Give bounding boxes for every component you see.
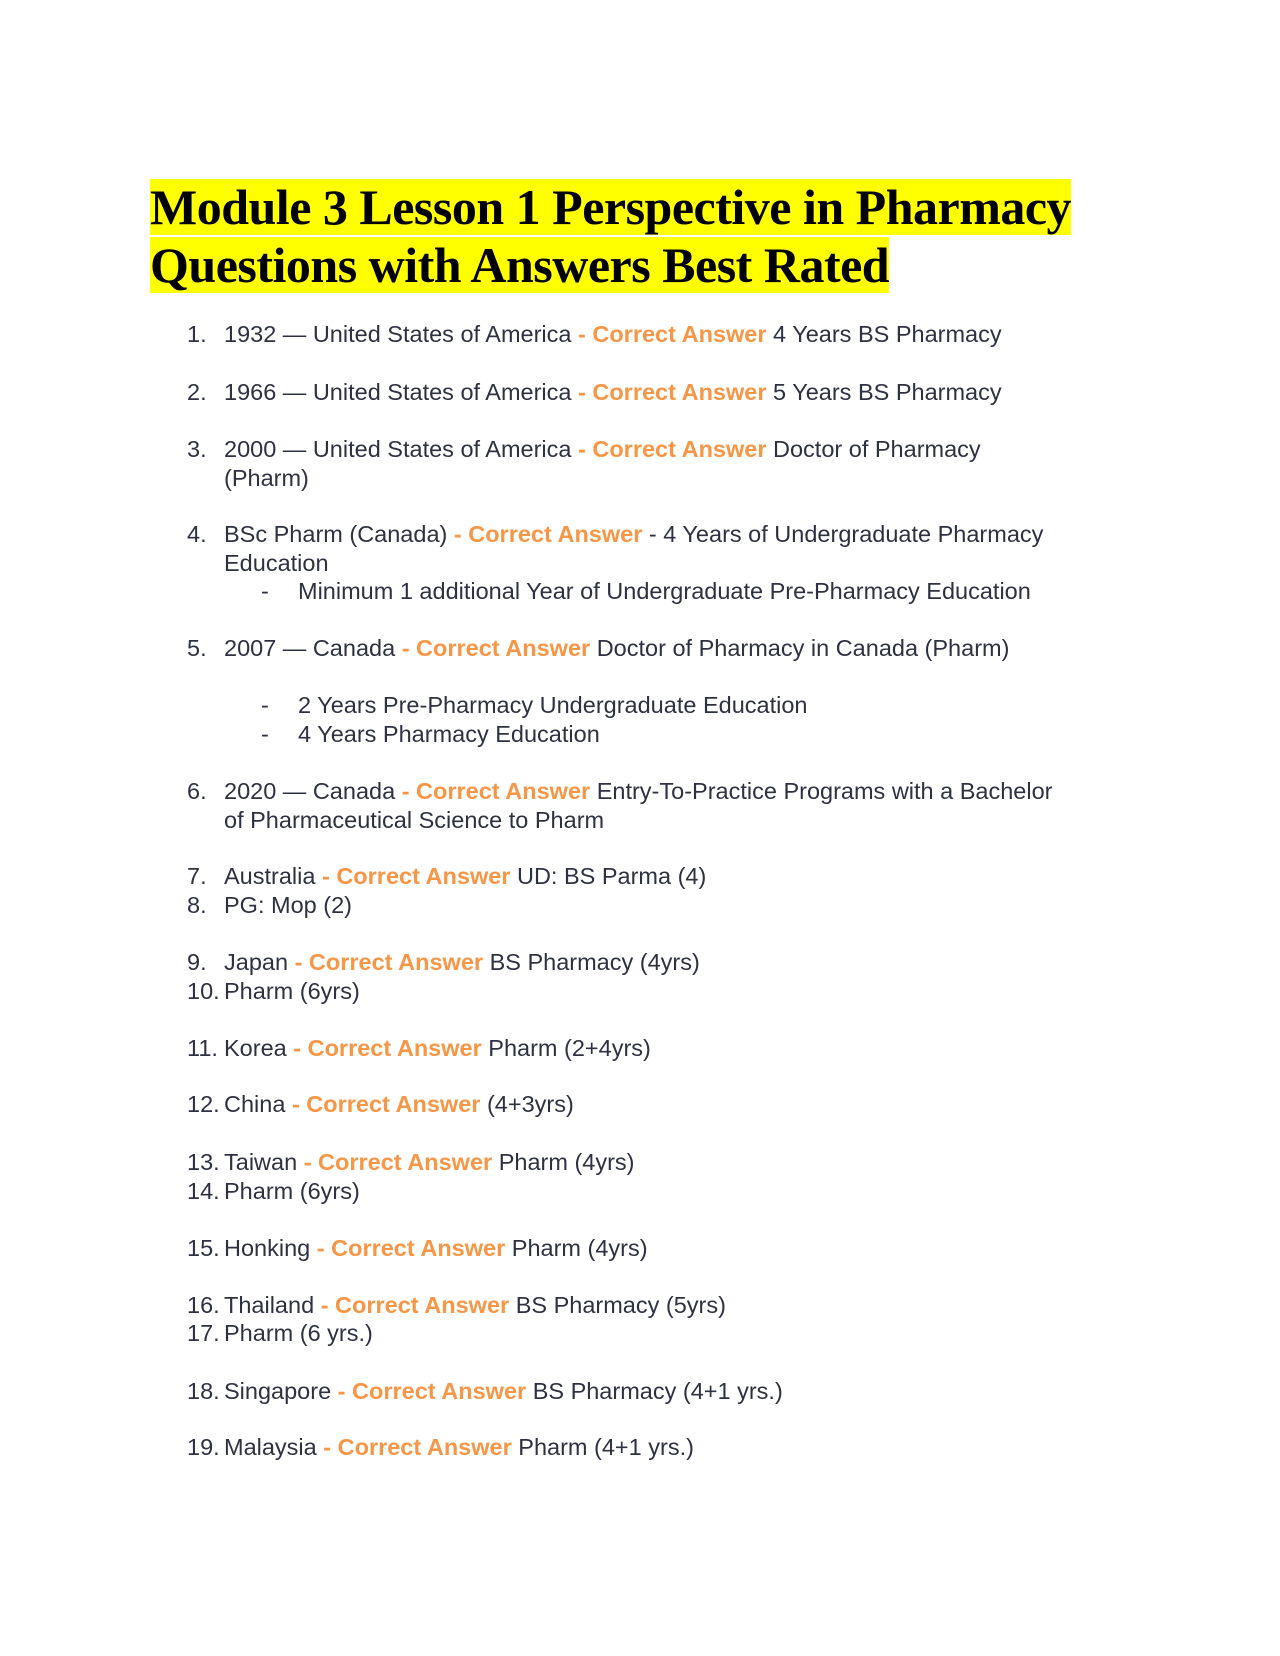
- item-question: BSc Pharm (Canada): [224, 521, 448, 547]
- item-question: 2020 — Canada: [224, 778, 396, 804]
- item-content: PG: Mop (2): [224, 892, 352, 918]
- item-question: Malaysia: [224, 1434, 317, 1460]
- correct-answer-label: - Correct Answer: [320, 1292, 510, 1318]
- item-question: Japan: [224, 949, 289, 975]
- item-answer: (4+3yrs): [486, 1091, 574, 1117]
- item-question: 1966 — United States of America: [224, 379, 572, 405]
- item-text: [224, 1090, 574, 1119]
- item-text: [224, 1177, 360, 1206]
- sub-bullet-text: 2 Years Pre-Pharmacy Undergraduate Education: [298, 692, 808, 718]
- document-title: [150, 178, 1140, 294]
- item-text: [224, 891, 352, 920]
- dash-bullet-icon: -: [261, 721, 269, 747]
- item-number: 4.: [187, 521, 207, 547]
- item-number: 2.: [187, 379, 207, 405]
- item-question: Honking: [224, 1235, 311, 1261]
- correct-answer-label: - Correct Answer: [303, 1149, 493, 1175]
- item-text: [224, 1034, 651, 1063]
- item-number: 1.: [187, 321, 207, 347]
- correct-answer-label: - Correct Answer: [453, 521, 643, 547]
- item-number: 9.: [187, 949, 207, 975]
- item-answer: Doctor of Pharmacy in Canada (Pharm): [596, 635, 1010, 661]
- item-question: Singapore: [224, 1378, 332, 1404]
- item-number: 5.: [187, 635, 207, 661]
- item-text: [224, 777, 1053, 806]
- correct-answer-label: - Correct Answer: [578, 321, 767, 347]
- item-number: 8.: [187, 892, 207, 918]
- item-content: Pharm (6 yrs.): [224, 1320, 373, 1346]
- dash-bullet-icon: -: [261, 692, 269, 718]
- item-answer: 4 Years BS Pharmacy: [773, 321, 1002, 347]
- correct-answer-label: - Correct Answer: [321, 863, 511, 889]
- item-number: 12.: [187, 1091, 220, 1117]
- correct-answer-label: - Correct Answer: [323, 1434, 512, 1460]
- item-number: 18.: [187, 1378, 220, 1404]
- correct-answer-label: - Correct Answer: [316, 1235, 506, 1261]
- item-answer: BS Pharmacy (4+1 yrs.): [532, 1378, 783, 1404]
- item-number: 13.: [187, 1149, 220, 1175]
- item-question: Australia: [224, 863, 316, 889]
- title-line-2: Questions with Answers Best Rated: [150, 237, 890, 293]
- dash-bullet-icon: -: [261, 578, 269, 604]
- item-text: [224, 1148, 635, 1177]
- item-answer: - 4 Years of Undergraduate Pharmacy: [648, 521, 1044, 547]
- item-question: 2000 — United States of America: [224, 436, 572, 462]
- item-question: Taiwan: [224, 1149, 298, 1175]
- item-number: 16.: [187, 1292, 220, 1318]
- item-answer: Entry-To-Practice Programs with a Bachelor: [596, 778, 1053, 804]
- item-answer: Pharm (4yrs): [511, 1235, 648, 1261]
- item-answer: Pharm (2+4yrs): [488, 1035, 651, 1061]
- correct-answer-label: - Correct Answer: [294, 949, 484, 975]
- item-number: 3.: [187, 436, 207, 462]
- item-question: Thailand: [224, 1292, 315, 1318]
- item-number: 7.: [187, 863, 207, 889]
- item-text: [224, 977, 360, 1006]
- item-answer: BS Pharmacy (4yrs): [489, 949, 700, 975]
- item-number: 17.: [187, 1320, 220, 1346]
- item-text: [224, 378, 1002, 407]
- correct-answer-label: - Correct Answer: [401, 635, 591, 661]
- correct-answer-label: - Correct Answer: [293, 1035, 482, 1061]
- item-number: 19.: [187, 1434, 220, 1460]
- title-line-1: Module 3 Lesson 1 Perspective in Pharmacy: [150, 179, 1072, 235]
- item-text: [224, 862, 706, 891]
- correct-answer-label: - Correct Answer: [578, 436, 767, 462]
- item-text: [224, 1319, 373, 1348]
- item-content: Pharm (6yrs): [224, 978, 360, 1004]
- item-text: [224, 320, 1002, 349]
- item-answer: Doctor of Pharmacy: [773, 436, 981, 462]
- item-question: 1932 — United States of America: [224, 321, 572, 347]
- item-number: 11.: [187, 1035, 218, 1061]
- item-text: [224, 1234, 648, 1263]
- item-number: 14.: [187, 1178, 220, 1204]
- item-number: 6.: [187, 778, 207, 804]
- item-answer-cont: Education: [224, 550, 329, 576]
- item-question: China: [224, 1091, 286, 1117]
- item-text: [224, 634, 1009, 663]
- item-question: 2007 — Canada: [224, 635, 396, 661]
- item-answer: Pharm (4yrs): [498, 1149, 635, 1175]
- item-text: [224, 520, 1043, 549]
- item-answer: Pharm (4+1 yrs.): [518, 1434, 694, 1460]
- correct-answer-label: - Correct Answer: [291, 1091, 481, 1117]
- sub-bullet-text: 4 Years Pharmacy Education: [298, 721, 600, 747]
- sub-bullet-text: Minimum 1 additional Year of Undergraduate Pre-Pharmacy Education: [298, 578, 1031, 604]
- correct-answer-label: - Correct Answer: [578, 379, 767, 405]
- item-answer: 5 Years BS Pharmacy: [773, 379, 1002, 405]
- item-text: [224, 1377, 783, 1406]
- item-text: [224, 948, 700, 977]
- item-text: [224, 1433, 694, 1462]
- item-answer-cont: (Pharm): [224, 465, 309, 491]
- item-text: [224, 1291, 726, 1320]
- item-content: Pharm (6yrs): [224, 1178, 360, 1204]
- correct-answer-label: - Correct Answer: [337, 1378, 527, 1404]
- item-answer-cont: of Pharmaceutical Science to Pharm: [224, 807, 605, 833]
- item-text: [224, 435, 981, 464]
- item-answer: BS Pharmacy (5yrs): [515, 1292, 726, 1318]
- item-number: 15.: [187, 1235, 220, 1261]
- correct-answer-label: - Correct Answer: [401, 778, 591, 804]
- item-number: 10.: [187, 978, 220, 1004]
- item-answer: UD: BS Parma (4): [516, 863, 707, 889]
- item-question: Korea: [224, 1035, 287, 1061]
